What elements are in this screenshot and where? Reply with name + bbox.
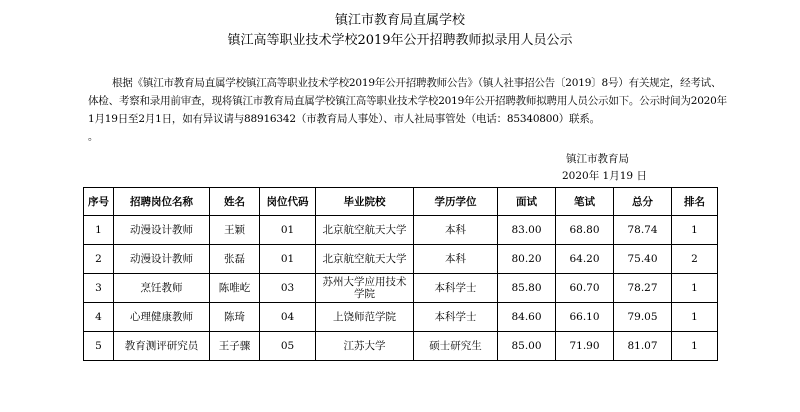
table-cell: 王子骤 — [210, 332, 260, 361]
table-row — [84, 303, 718, 332]
table-cell: 81.07 — [614, 332, 672, 361]
table-cell: 上饶师范学院 — [316, 303, 414, 332]
table-cell: 05 — [260, 332, 316, 361]
table-cell: 78.74 — [614, 216, 672, 245]
table-cell: 动漫设计教师 — [114, 245, 210, 274]
table-cell: 3 — [84, 274, 114, 303]
table-cell: 1 — [672, 216, 718, 245]
table-cell: 2 — [672, 245, 718, 274]
table-cell: 陈唯屹 — [210, 274, 260, 303]
table-cell: 03 — [260, 274, 316, 303]
document-title: 镇江市教育局直属学校 — [334, 13, 465, 28]
table-cell: 4 — [84, 303, 114, 332]
table-cell: 苏州大学应用技术学院 — [316, 274, 414, 303]
table-cell: 75.40 — [614, 245, 672, 274]
table-cell: 硕士研究生 — [414, 332, 498, 361]
table-row — [84, 274, 718, 303]
table-cell: 04 — [260, 303, 316, 332]
table-cell: 5 — [84, 332, 114, 361]
table-cell: 68.80 — [556, 216, 614, 245]
table-cell: 本科 — [414, 216, 498, 245]
table-cell: 60.70 — [556, 274, 614, 303]
notice-paragraph: 根据《镇江市教育局直属学校镇江高等职业技术学校2019年公开招聘教师公告》（镇人社事招公告〔2019〕8号）有关规定，经考试、体检、考察和录用前审查，现将镇江市教育局直属学校镇江高等职业技术学校2019年公开招聘教师拟聘用人员公示如下。公示时间为2020年 1月19日至2月1日，如有异议请与88916342（市教育局人事处）、市人社局事管处（电话：85340800）联系。 — [88, 77, 727, 125]
table-cell: 85.00 — [498, 332, 556, 361]
stray-mark: 。 — [88, 132, 98, 143]
table-cell: 79.05 — [614, 303, 672, 332]
table-cell: 陈琦 — [210, 303, 260, 332]
document-subtitle: 镇江高等职业技术学校2019年公开招聘教师拟录用人员公示 — [227, 33, 573, 48]
table-cell: 78.27 — [614, 274, 672, 303]
table-cell: 80.20 — [498, 245, 556, 274]
table-cell: 01 — [260, 216, 316, 245]
table-cell: 2 — [84, 245, 114, 274]
header-cell: 毕业院校 — [316, 188, 414, 216]
table-cell: 83.00 — [498, 216, 556, 245]
table-cell: 心理健康教师 — [114, 303, 210, 332]
table-cell: 1 — [672, 332, 718, 361]
header-cell: 笔试 — [556, 188, 614, 216]
table-cell: 84.60 — [498, 303, 556, 332]
table-cell: 江苏大学 — [316, 332, 414, 361]
table-cell: 北京航空航天大学 — [316, 216, 414, 245]
table-cell: 66.10 — [556, 303, 614, 332]
results-table — [83, 187, 718, 361]
table-row — [84, 332, 718, 361]
table-row — [84, 245, 718, 274]
header-cell: 学历学位 — [414, 188, 498, 216]
signature-date: 2020年 1月19 日 — [562, 170, 647, 182]
header-cell: 排名 — [672, 188, 718, 216]
table-cell: 烹饪教师 — [114, 274, 210, 303]
table-cell: 85.80 — [498, 274, 556, 303]
header-cell: 招聘岗位名称 — [114, 188, 210, 216]
header-cell: 面试 — [498, 188, 556, 216]
table-cell: 王颖 — [210, 216, 260, 245]
table-cell: 本科学士 — [414, 274, 498, 303]
table-cell: 1 — [84, 216, 114, 245]
header-cell: 岗位代码 — [260, 188, 316, 216]
table-cell: 71.90 — [556, 332, 614, 361]
header-cell: 总分 — [614, 188, 672, 216]
table-row — [84, 216, 718, 245]
table-cell: 1 — [672, 274, 718, 303]
table-cell: 1 — [672, 303, 718, 332]
table-cell: 本科 — [414, 245, 498, 274]
table-cell: 张磊 — [210, 245, 260, 274]
table-cell: 动漫设计教师 — [114, 216, 210, 245]
header-cell: 序号 — [84, 188, 114, 216]
table-cell: 64.20 — [556, 245, 614, 274]
header-cell: 姓名 — [210, 188, 260, 216]
table-cell: 本科学士 — [414, 303, 498, 332]
table-header-row — [84, 188, 718, 216]
signature-org: 镇江市教育局 — [566, 153, 629, 165]
table-cell: 北京航空航天大学 — [316, 245, 414, 274]
table-cell: 教育测评研究员 — [114, 332, 210, 361]
table-cell: 01 — [260, 245, 316, 274]
